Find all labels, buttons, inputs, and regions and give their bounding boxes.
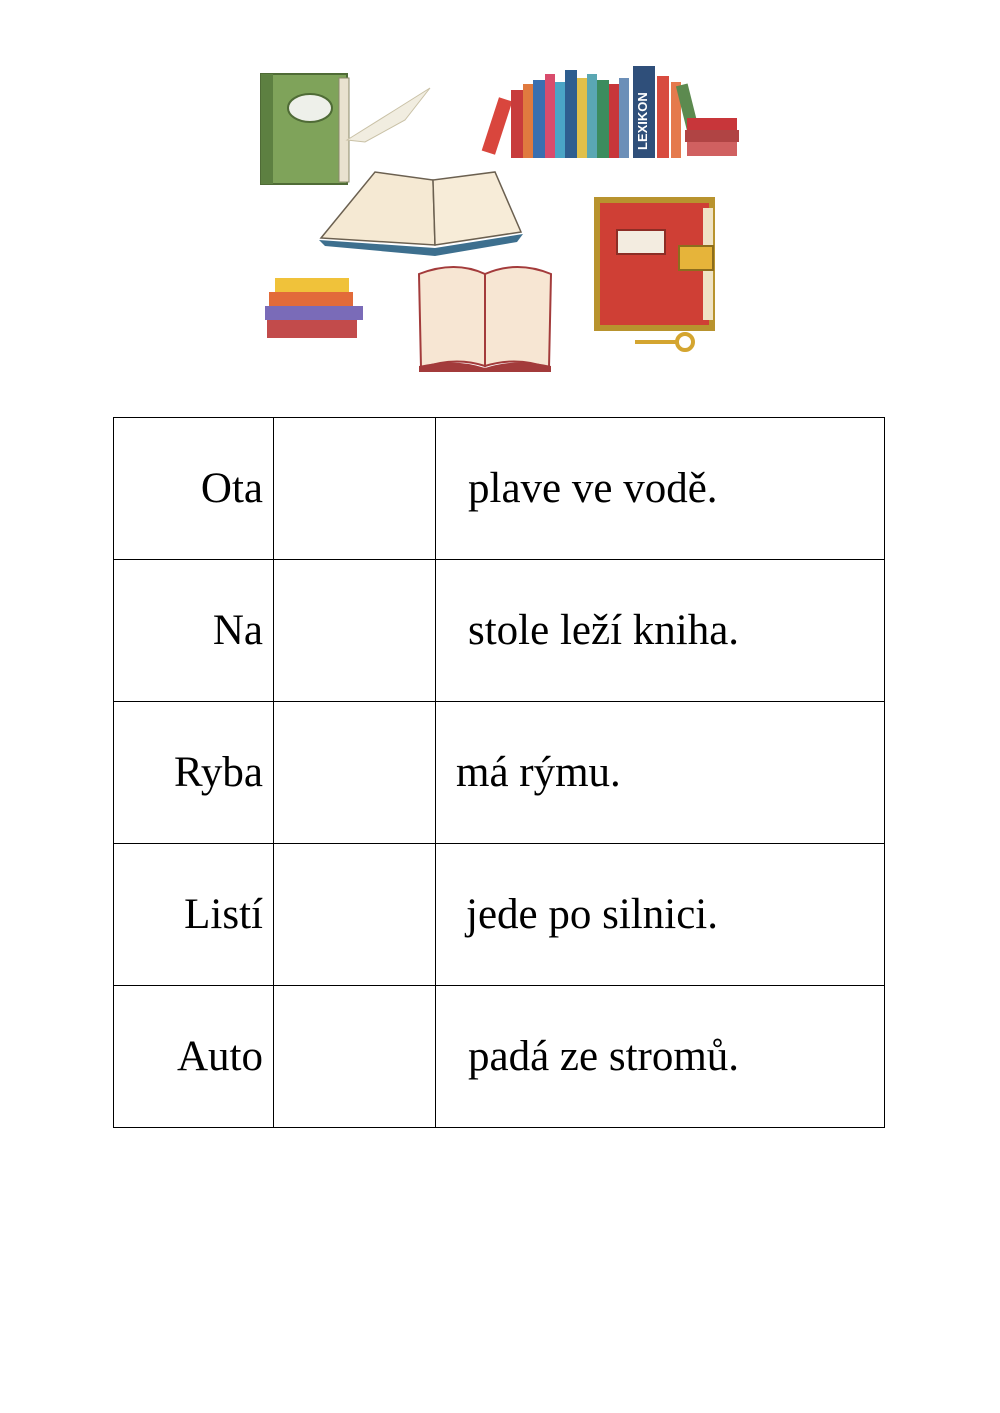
subject-cell: [114, 702, 274, 844]
subject-cell: [114, 844, 274, 986]
subject-text: Na: [212, 607, 263, 654]
bookshelf-image: [482, 66, 739, 158]
subject-text: Ota: [200, 465, 263, 512]
predicate-cell: [436, 560, 885, 702]
predicate-cell: [436, 844, 885, 986]
open-standing-book-image: [419, 267, 551, 372]
book-stack-image: [265, 278, 363, 338]
blank-cell: [274, 702, 436, 844]
predicate-cell: [436, 418, 885, 560]
subject-text: Listí: [184, 891, 263, 938]
subject-text: Ryba: [173, 749, 263, 796]
table-row: [114, 418, 885, 560]
table-row: [114, 702, 885, 844]
lexikon-label: LEXIKON: [635, 92, 650, 150]
predicate-text: padá ze stromů.: [468, 1033, 740, 1080]
subject-cell: [114, 986, 274, 1128]
table-row: [114, 844, 885, 986]
diary-image: [597, 200, 713, 350]
blank-cell: [274, 844, 436, 986]
blank-cell: [274, 418, 436, 560]
table-row: [114, 560, 885, 702]
blank-cell: [274, 986, 436, 1128]
blank-cell: [274, 560, 436, 702]
sentence-matching-table: [113, 417, 885, 1128]
predicate-text: má rýmu.: [456, 749, 621, 796]
predicate-cell: [436, 702, 885, 844]
books-illustration: [255, 60, 745, 380]
green-book-image: [261, 74, 430, 184]
predicate-text: jede po silnici.: [466, 891, 718, 938]
subject-cell: [114, 560, 274, 702]
open-book-image: [319, 172, 523, 256]
predicate-text: plave ve vodě.: [468, 465, 718, 512]
subject-text: Auto: [177, 1033, 263, 1080]
subject-cell: [114, 418, 274, 560]
table-row: [114, 986, 885, 1128]
predicate-text: stole leží kniha.: [468, 607, 740, 654]
predicate-cell: [436, 986, 885, 1128]
